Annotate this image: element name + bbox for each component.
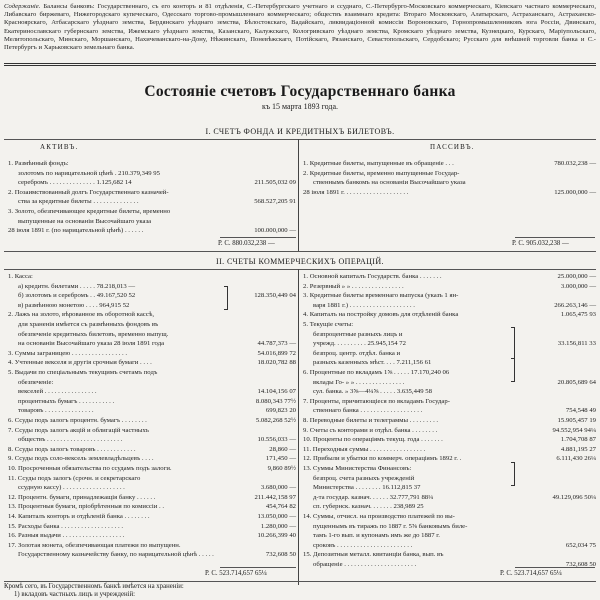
entry-amount: 100.000,000 — [254,227,296,235]
entry-text: 5. Выдачи по спеціальнымъ текущимъ счетамъ подъ [8,369,158,376]
footer-line-1: Кромѣ сего, въ Государственномъ банкѣ имѣется на храненіи: [4,583,184,590]
header-rule [4,63,596,64]
entry-amount: 754,548 49 [565,407,596,415]
entry-text: 1. Кредитные билеты, выпущенные въ обращеніе . . . [303,160,454,167]
entry-text: 2. Позаимствованный долгъ Государственнаго казначей- [8,188,169,196]
section-1-passiv-total: Р. С. 905.032,238 — [512,240,569,247]
entry-amount: 28,860 — [269,445,296,453]
entry-text: 12. Прибыли и убытки по коммерч. операціямъ 1892 г. . [303,455,462,463]
entry-text: 4. Капиталъ на постройку домовъ для отдѣленій банка [303,311,459,319]
ministry-bracket [511,462,515,486]
entry-amount: 5.082,268 52½ [255,417,296,424]
page-title: Состояніе счетовъ Государственнаго банка [144,83,456,100]
entry-amount: 699,823 20 [265,407,296,415]
entry-amount: 1.704,708 87 [560,436,596,444]
section-1-rule-top [4,139,596,140]
entry-text: выпущенные на основаніи Высочайшаго указа [18,217,152,225]
entry-text: обезпеченіе кредитныхъ билетовъ, временно выпущ. [18,330,169,338]
entry-amount: 3.680,000 — [260,484,296,492]
section-1-rule-bottom [4,251,596,252]
entry-text: разныхъ казенныхъ мѣст. . . . 7.211,156 61 [313,359,432,367]
entry-text: 28 іюля 1891 г. (по нарицательной цѣнѣ) . . . . . . [8,227,144,235]
entry-text: 1. Размѣнный фондъ: [8,160,69,167]
entry-text: 13. Суммы Министерства Финансовъ: [303,465,412,472]
section-2-rule-top [4,269,596,270]
entry-amount: 1.065,475 93 [560,311,596,319]
entry-text: пущеннымъ въ тиражъ по 1887 г. 5⅝ банковымъ биле- [313,522,468,530]
entry-amount: 14.104,156 07 [257,388,296,396]
section-1-right-sum-rule [515,237,595,238]
entry-amount: 211.442,158 97 [254,493,296,501]
entry-text: 11. Переходныя суммы . . . . . . . . . . . . . . . . . [303,445,426,453]
entry-amount: 652,034 75 [565,541,596,549]
entry-amount: 20.805,689 64 [557,378,596,386]
entry-text: золотомъ по нарицательной цѣнѣ . 210.379,349 95 [18,169,160,177]
entry-amount: 266.263,146 — [554,301,596,309]
entry-text: обществъ . . . . . . . . . . . . . . . . . . . . . . . [18,436,123,444]
section-1-heading: I. СЧЕТЪ ФОНДА И КРЕДИТНЫХЪ БИЛЕТОВЪ. [205,127,395,136]
section-2-divider [298,269,299,585]
entry-text: 14. Суммы, отчисл. на производство платежей по вы- [303,513,455,520]
entry-text: 6. Процентные по вкладамъ 1⅝ . . . . . 17.170,240 06 [303,369,450,376]
entry-text: ственнаго банка . . . . . . . . . . . . . . . . . . . [313,407,423,415]
entry-text: 10. Проценты по операціямъ текущ. года . . . . . . . [303,436,443,444]
section-1-aktiv-label: АКТИВЪ. [40,143,79,151]
entry-text: ства за кредитные билеты . . . . . . . . . . . . . . [18,198,139,206]
entry-text: Государственному казначейству банку, по нарицательной цѣнѣ . . . . . [18,551,214,559]
entry-amount: 15.905,457 19 [557,417,596,424]
entry-text: 12. Процентн. бумаги, принадлежащія банку . . . . . . [8,493,156,501]
entry-amount: 4.881,195 27 [560,445,596,453]
entry-text: Министерства . . . . . . . . 16.112,815 37 [313,484,421,492]
entry-amount: 10.266,399 40 [257,532,296,540]
section-2-heading: II. СЧЕТЫ КОММЕРЧЕСКИХЪ ОПЕРАЦІЙ. [216,257,384,266]
entry-amount: 9,860 89½ [267,465,296,472]
entry-amount: 25.000,000 — [557,273,596,280]
entry-text: 3. Суммы заграницею . . . . . . . . . . . . . . . . . [8,349,128,357]
entry-amount: 3.000,000 — [560,282,596,290]
entry-text: сул. банка. » 3⅝—4¼⅝ . . . . . 3.635,449 58 [313,388,432,396]
entry-text: 14. Капиталъ конторъ и отдѣленій банка . . . . . . . . [8,513,150,520]
entry-amount: 732,608 50 [565,561,596,568]
section-1-divider [298,139,299,251]
entry-amount: 44.787,373 — [257,340,296,348]
entry-amount: 49.129,096 50¼ [552,493,596,501]
entry-text: 2. Кредитные билеты, временно выпущенные Государ- [303,169,460,177]
entry-text: 9. Ссуды подъ соло-вексель землевладѣльцевъ . . . . [8,455,154,463]
section-2-aktiv-total: Р. С. 523.714,657 65¼ [205,570,267,577]
entry-text: д-та государ. казнач. . . . . . 32.777,791 88¼ [313,493,434,501]
section-1-left-sum-rule [220,237,296,238]
entry-text: 15. Расходы банка . . . . . . . . . . . . . . . . . . . [8,522,124,530]
entry-text: 2. Резервный » » . . . . . . . . . . . . . . . . [303,282,404,290]
entry-text: вклады Го- » » . . . . . . . . . . . . . . . [313,378,405,386]
entry-text: безпроц. счета разныхъ учрежденій [313,474,415,482]
entry-text: учрежд. . . . . . . . . . 25.945,154 72 [313,340,406,348]
entry-text: сроковъ . . . . . . . . . . . . . . . . . . . . . . . [313,541,413,549]
entry-text: на основаніи Высочайшаго указа 28 іюля 1891 года [18,340,165,348]
entry-amount: 94.552,954 94¼ [552,426,596,434]
entry-text: обезпеченіе: [18,378,54,386]
entry-text: 16. Разныя выдачи . . . . . . . . . . . . . . . . . . . [8,532,125,540]
entry-text: варя 1881 г.) . . . . . . . . . . . . . . . . . . . . [313,301,415,309]
entry-text: сп. губернск. казнач. . . . . . . 238,989 25 [313,503,424,511]
entry-text: 6. Ссуды подъ залогъ процентн. бумагъ . . . . . . . . [8,417,147,424]
entry-text: для храненія имѣется съ размѣнныхъ фондовъ въ [18,321,159,328]
entry-text: б) золотомъ и серебромъ . . 49.167,520 52 [18,292,136,300]
entry-amount: 454,764 82 [265,503,296,511]
entry-text: 2. Лажъ на золото, вѣрованное въ оборотной кассѣ, [8,311,155,319]
header-rule-thin [4,65,596,66]
entry-text: серебромъ . . . . . . . . . . . . . . 1.125,682 14 [18,179,132,187]
entry-text: 8. Переводные билеты и телеграммы . . . . . . . . . [303,417,439,424]
section-2-right-sum-rule [515,567,595,568]
entry-text: 17. Золотая монета, обезпечивающая платежи по выпущенн. [8,541,181,549]
entry-text: ственнымъ банкомъ на основаніи Высочайшаго указа [313,179,466,187]
entry-text: 15. Депозитныя металл. квитанціи банка, вып. въ [303,551,444,559]
entry-text: 7. Ссуды подъ залогъ акцій и облигацій частныхъ [8,426,149,434]
entry-amount: 568.527,205 91 [254,198,296,206]
entry-amount: 1.280,000 — [260,522,296,530]
entry-amount: 780.032,238 — [554,160,596,167]
section-2-rule-bottom [4,581,596,582]
contents-text: Балансы банковъ: Государственнаго, съ его конторъ и 81 отдѣленія, С.-Петербургскаго учетнаго и ссуднаго, С.-Петербурго-Московскаго коммерческаго, Кіевскаго частнаго коммерческаго, Либавскаго биржеваго, Нижегородскаго купеческаго, Одесскаго торгово-промышленнаго коммерческаго; обществъ взаимнаго кредита: Втораго Московскаго, Алатырскаго, Астраханскаго, Астраханско-Красноярскаго, Атбасарскаго уѣзднаго земства, Бердянскаго уѣзднаго земства, Бѣлостокскаго, Вадайскаго, ликвидаціонной комиссіи Вороновскаго, Горнопромышленниковъ юга Россіи, Двинскаго, Екатеринославскаго губернскаго земства, Ижемскаго уѣзднаго земства, Казанскаго, Калужскаго, Кологривскаго уѣзднаго земства, Кромскаго уѣзднаго земства, Кузнецкаго, Курскаго, Маріупольскаго, Мелитопольскаго, Минскаго, Моршанскаго, Нахичеванскаго-на-Дону, Нѣжинскаго, Поневѣжскаго, Потійскаго, Рязанскаго, Севастопольскаго, Сердобскаго; Русскаго для внѣшней торговли банка и С.-Петербургъ и Харьковскаго земельнаго банка. [4,3,596,52]
contents-label: Содержаніе. [4,3,41,10]
entry-text: а) кредитн. билетами . . . . . 78.218,013 — [18,282,136,290]
entry-text: товаровъ . . . . . . . . . . . . . . . [18,407,94,415]
entry-text: 3. Золото, обезпечивающее кредитные билеты, временно [8,208,171,215]
entry-text: безпроц. центр. отдѣл. банка и [313,349,401,357]
entry-amount: 171,450 — [265,455,296,463]
section-2-passiv-total: Р. С. 523.714,657 65¼ [500,570,562,577]
entry-amount: 8.080,343 77½ [255,397,296,405]
entry-amount: 33.156,811 33 [557,340,596,348]
entry-amount: 10.556,033 — [257,436,296,444]
entry-text: 9. Счеты съ конторами и отдѣл. банка . . . . . . . . [303,426,438,434]
entry-text: 1. Основной капиталъ Государств. банка . . . . . . . [303,273,442,280]
current-accounts-bracket [511,327,515,359]
contents-paragraph [4,3,596,52]
entry-amount: 128.350,449 04 [254,292,296,300]
entry-amount: 125.000,000 — [554,188,596,196]
footer-line-2: 1) вкладовъ частныхъ лицъ и учрежденій: [14,591,136,598]
entry-amount: 18.020,782 88 [257,359,296,367]
page-subtitle: къ 15 марта 1893 года. [261,102,339,111]
entry-text: 11. Ссуды подъ залогъ (срочн. и секретарскаго [8,474,141,482]
entry-text: 7. Проценты, причитающіеся по вкладамъ Государ- [303,397,450,405]
entry-amount: 732,608 50 [265,551,296,559]
entry-text: ссудную кассу) . . . . . . . . . . . . . . . . . . . [18,484,125,492]
section-1-passiv-label: ПАССИВЪ. [430,143,475,151]
entry-text: 13. Процентныя бумаги, пріобрѣтенныя по комиссіи . . [8,503,165,511]
entry-text: 3. Кредитные билеты временнаго выпуска (указъ 1 ян- [303,292,459,300]
entry-text: 1. Касса: [8,273,33,280]
entry-text: 4. Учтенные векселя и другія срочныя бумаги . . . . [8,359,152,367]
entry-amount: 211.505,032 09 [254,179,296,187]
entry-text: тамъ 1-го вып. и купонамъ имъ же до 1887 г. [313,532,440,540]
entry-text: процентныхъ бумагъ . . . . . . . . . . . [18,397,115,405]
entry-amount: 6.111,430 26¼ [556,455,596,463]
section-2-left-sum-rule [220,567,296,568]
entry-text: безпроцентные разныхъ лицъ и [313,330,403,338]
entry-amount: 54.016,899 72 [257,349,296,357]
entry-amount: 13.050,000 — [257,513,296,520]
entry-text: 5. Текущіе счеты: [303,321,354,328]
entry-text: в) размѣнною монетою . . . . 964,915 52 [18,301,130,309]
section-1-aktiv-total: Р. С. 880.032,238 — [218,240,275,247]
entry-text: векселей . . . . . . . . . . . . . . . . [18,388,97,396]
cash-bracket [224,286,228,310]
entry-text: обращеніе . . . . . . . . . . . . . . . . . . . . . . [313,561,417,568]
entry-text: 28 іюля 1891 г. . . . . . . . . . . . . . . . . . . . [303,188,409,196]
entry-text: 10. Просроченныя обязательства по ссудамъ подъ залоги. [8,465,172,472]
deposits-bracket [511,358,515,382]
entry-text: 8. Ссуды подъ залогъ товаровъ . . . . . . . . . . . . [8,445,136,453]
